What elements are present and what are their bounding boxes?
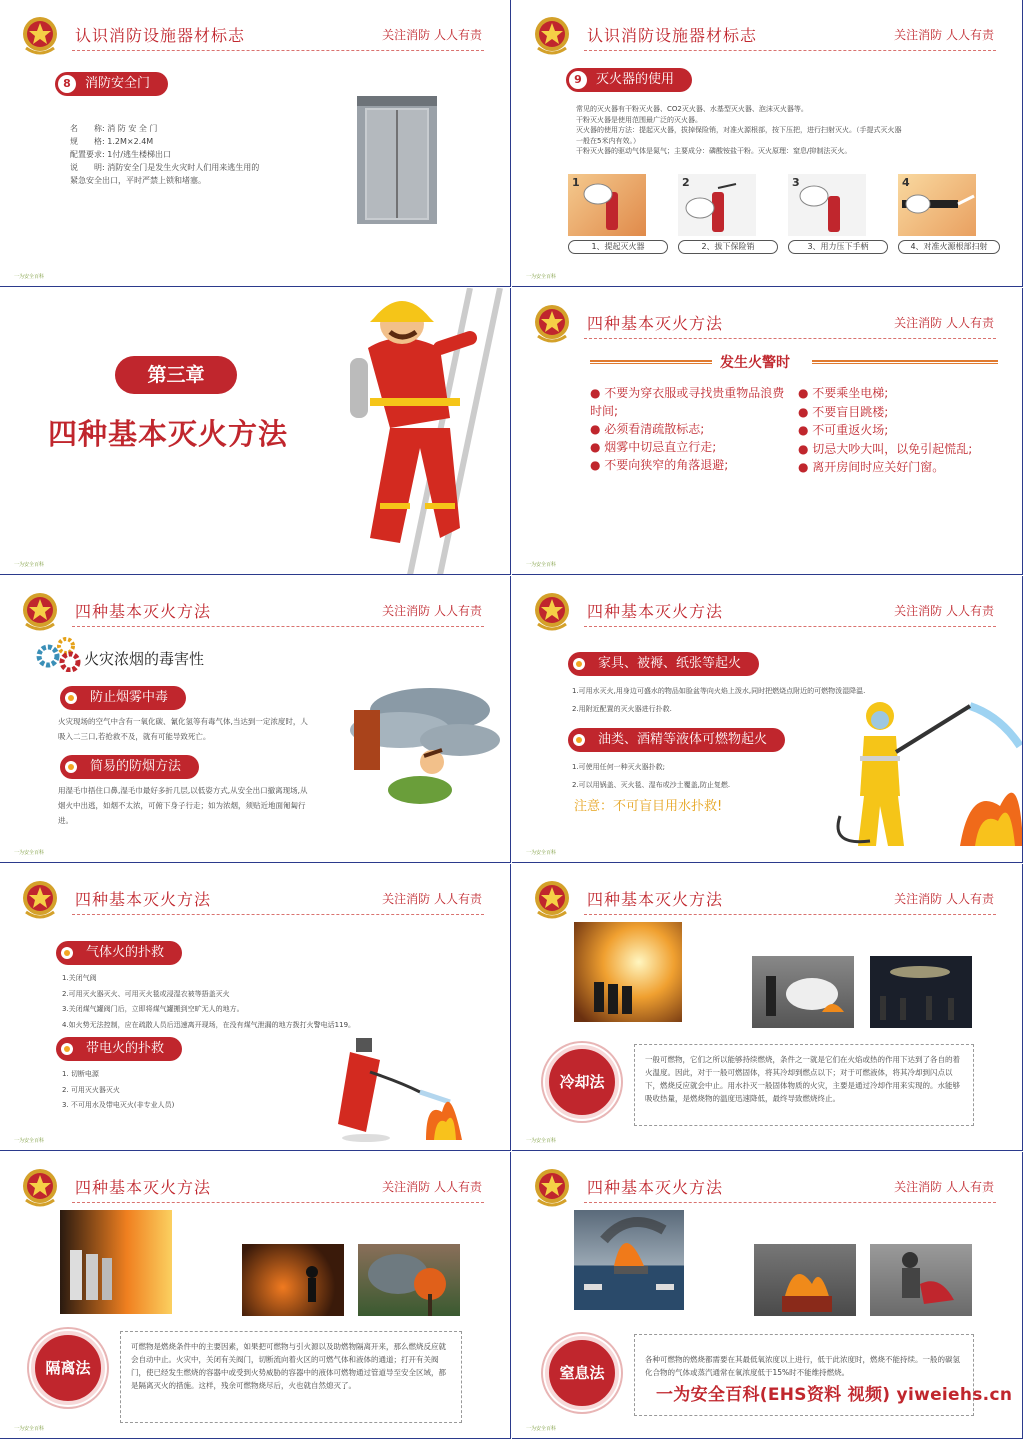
badge-label: 灭火器的使用: [596, 72, 675, 87]
footer-logo: 一为安全百科: [526, 1138, 557, 1144]
tip-item: ● 不可重返火场;: [798, 423, 889, 437]
slide-fire-alarm-tips: [512, 288, 1023, 575]
header-divider: [584, 914, 996, 915]
step-number: 4: [902, 176, 910, 189]
spec-value: 1.2M×2.4M: [107, 137, 154, 146]
burning-tree-photo: [358, 1244, 460, 1316]
step-number: 3: [792, 176, 800, 189]
spec-row: [70, 122, 310, 135]
tip-item: ● 切忌大吵大叫，以免引起慌乱;: [798, 441, 973, 456]
list-gas: [62, 971, 482, 1033]
fire-emblem-icon: [532, 1166, 572, 1210]
fire-emblem-icon: [20, 1166, 60, 1210]
slide-title: 四种基本灭火方法: [75, 602, 212, 621]
spec-key: 规 格:: [70, 137, 105, 146]
spec-list: [70, 122, 310, 187]
pin-pull-icon: [678, 174, 756, 236]
badge-label: 简易的防烟方法: [90, 759, 182, 774]
slogan: 关注消防 人人有责: [894, 892, 994, 906]
tip-item: ● 离开房间时应关好门窗。: [798, 460, 945, 474]
slide-header: [0, 0, 510, 60]
header-divider: [72, 626, 484, 627]
header-divider: [72, 50, 484, 51]
slide-header: [512, 864, 1022, 924]
slide-header: [512, 1152, 1022, 1212]
footer-logo: 一为安全百科: [526, 850, 557, 856]
footer-logo: 一为安全百科: [14, 274, 45, 280]
step-number: 1: [572, 176, 580, 189]
spec-value: 消防安全门是发生火灾时人们用来逃生用的: [107, 163, 260, 172]
text-line: 干粉灭火器的驱动气体是氮气；主要成分：磷酸铵盐干粉。灭火原理：窒息/抑制法灭火。: [576, 147, 852, 155]
list-item: 3.关闭煤气罐阀门后，立即将煤气罐搬到空旷无人的地方。: [62, 1005, 244, 1013]
slide-header: [0, 576, 510, 636]
header-divider: [72, 1202, 484, 1203]
header-divider: [72, 914, 484, 915]
smother-demo-photo: [754, 1244, 856, 1316]
spray-cloud-icon: [752, 956, 854, 1028]
step-image: [568, 174, 646, 236]
tip-text: 切忌大吵大叫，以免引起慌乱;: [812, 441, 973, 456]
night-drill-photo: [870, 956, 972, 1028]
elevator-door-icon: [357, 96, 437, 224]
step-label: 4、对准火源根部扫射: [898, 240, 1000, 254]
list-item: 2.可用灭火器灭火、可用灭火毯或浸湿衣被等捂盖灭火: [62, 989, 230, 998]
text-line: 一般在5米内有效。）: [576, 136, 640, 145]
slide-title: 四种基本灭火方法: [587, 1178, 724, 1197]
badge-dot-icon: [65, 692, 77, 704]
extinguisher-demo-photo: [752, 956, 854, 1028]
footer-logo: 一为安全百科: [526, 1426, 557, 1432]
slogan: 关注消防 人人有责: [894, 316, 994, 330]
footer-logo: 一为安全百科: [14, 562, 45, 568]
tip-item: ● 烟雾中切忌直立行走;: [590, 440, 717, 454]
list-item: 1.可用水灭火,用身边可盛水的物品如脸盆等向火焰上泼水,同时把燃烧点附近的可燃物泼湿降温.: [572, 687, 866, 695]
tip-item: ● 不要向狭窄的角落退避;: [590, 458, 729, 472]
slogan: 关注消防 人人有责: [894, 28, 994, 42]
badge-dot-icon: [65, 761, 77, 773]
burning-tree-icon: [358, 1244, 460, 1316]
oil-rig-fire-photo: [574, 1210, 684, 1310]
tip-text: 必须看清疏散标志;: [604, 422, 705, 436]
warning-note: 注意：不可盲目用水扑救!: [574, 799, 723, 814]
banner-line-right: [812, 360, 998, 364]
header-divider: [584, 50, 996, 51]
section-badge: [56, 1037, 182, 1061]
slide-isolation-method: [0, 1152, 511, 1439]
tip-text: 离开房间时应关好门窗。: [812, 460, 945, 474]
method-circle: 冷却法: [545, 1045, 619, 1119]
person-blanket-icon: [870, 1244, 972, 1316]
fire-emblem-icon: [20, 14, 60, 58]
smoke-figure-icon: [242, 1244, 344, 1316]
tips-left: [590, 384, 790, 474]
banner-line-left: [590, 360, 712, 364]
slide-title: 认识消防设施器材标志: [75, 26, 246, 45]
step-image: [678, 174, 756, 236]
slide-safety-door: [0, 0, 511, 287]
firefighter-hose-icon: [830, 696, 1023, 856]
slogan: 关注消防 人人有责: [382, 604, 482, 618]
extinguisher-fire-icon: [330, 1032, 470, 1144]
slide-furniture-oil-fire: [512, 576, 1023, 863]
slide-chapter-three: [0, 288, 511, 575]
slide-title: 认识消防设施器材标志: [587, 26, 758, 45]
tip-text: 不要向狭窄的角落退避;: [604, 458, 729, 472]
step-label: 3、用力压下手柄: [788, 240, 888, 254]
slide-title: 四种基本灭火方法: [587, 602, 724, 621]
tip-text: 不要乘坐电梯;: [812, 386, 889, 400]
night-crowd-icon: [870, 956, 972, 1028]
spec-key: 名 称:: [70, 124, 105, 133]
badge-dot-icon: [573, 658, 585, 670]
slide-extinguisher-use: [512, 0, 1023, 287]
slide-header: [512, 576, 1022, 636]
step-image: [898, 174, 976, 236]
list-item: 2.可以用锅盖、灭火毯、湿布或沙土覆盖,防止复燃.: [572, 781, 731, 789]
slide-cooling-method: [512, 864, 1023, 1151]
section-badge: [55, 72, 168, 96]
extinguisher-text: [576, 104, 996, 157]
slide-smoke-toxicity: [0, 576, 511, 863]
method-circle: 窒息法: [545, 1336, 619, 1410]
list-item: 2. 可用灭火器灭火: [62, 1085, 120, 1094]
list-item: 3. 不可用水及带电灭火(非专业人员): [62, 1101, 175, 1109]
text-line: 灭火器的使用方法：提起灭火器，拔掉保险销，对准火源根部，按下压把，进行扫射灭火。（手提式灭火器: [576, 126, 902, 134]
list-oil: [572, 758, 872, 794]
badge-label: 消防安全门: [85, 76, 151, 91]
slide-header: [512, 0, 1022, 60]
badge-number: 8: [58, 75, 76, 93]
footer-logo: 一为安全百科: [526, 562, 557, 568]
text-line: 常见的灭火器有干粉灭火器、CO2灭火器、水基型灭火器、泡沫灭火器等。: [576, 105, 808, 113]
tip-item: ● 必须看清疏散标志;: [590, 422, 705, 436]
smoke-escape-icon: [340, 680, 500, 830]
tip-item: ● 不要盲目跳楼;: [798, 404, 889, 419]
fire-emblem-icon: [532, 590, 572, 634]
footer-logo: 一为安全百科: [526, 274, 557, 280]
slide-title: 四种基本灭火方法: [587, 314, 724, 333]
tip-text: 不要盲目跳楼;: [812, 404, 889, 419]
badge-label: 防止烟雾中毒: [90, 690, 169, 705]
fire-emblem-icon: [20, 878, 60, 922]
forest-fire-photo: [242, 1244, 344, 1316]
spec-row-extra: 紧急安全出口，平时严禁上锁和堵塞。: [70, 176, 206, 185]
section-badge: [60, 755, 199, 779]
slide-title: 四种基本灭火方法: [75, 1178, 212, 1197]
gears-icon: [36, 636, 84, 672]
tip-item: ● 不要为穿衣服或寻找贵重物品浪费时间;: [590, 386, 785, 418]
badge-label: 带电火的扑救: [86, 1041, 165, 1056]
flame-bin-icon: [754, 1244, 856, 1316]
tip-item: ● 不要乘坐电梯;: [798, 386, 889, 400]
spec-value: 消 防 安 全 门: [107, 124, 158, 133]
body-text: 用湿毛巾捂住口鼻,湿毛巾最好多折几层,以低姿方式,从安全出口撤离现场,从烟火中出逃，如烟不太浓，可俯下身子行走；如为浓烟，须贴近地面匍匐行进。: [58, 786, 308, 825]
slogan: 关注消防 人人有责: [382, 28, 482, 42]
method-description: 可燃物是燃烧条件中的主要因素，如果把可燃物与引火源以及助燃物隔离开来，那么燃烧反应就会自动中止。火灾中，关闭有关阀门，切断流向着火区的可燃气体和液体的通道；打开有关阀门，使已经发生燃烧的容器中或受到火势威胁的容器中的液体可燃物通过管道导至安全区域，都是隔离灭火的措施。这样，残余可燃物烧尽后，火也就自然熄灭了。: [120, 1331, 462, 1423]
tips-right: [798, 384, 1008, 477]
tip-text: 不可重返火场;: [812, 423, 889, 437]
slide-header: [0, 864, 510, 924]
badge-dot-icon: [573, 734, 585, 746]
list-item: 2.用附近配置的灭火器进行扑救.: [572, 705, 672, 713]
spec-row: [70, 161, 310, 174]
method-description: 各种可燃物的燃烧都需要在其最低氧浓度以上进行，低于此浓度时，燃烧不能持续。一般的碳氢化合物的气体或蒸汽通常在氧浓度低于15%时不能维持燃烧。: [634, 1334, 974, 1416]
spec-key: 配置要求:: [70, 150, 105, 159]
slide-gas-electric-fire: [0, 864, 511, 1151]
footer-logo: 一为安全百科: [14, 1426, 45, 1432]
slogan: 关注消防 人人有责: [382, 892, 482, 906]
tip-text: 不要为穿衣服或寻找贵重物品浪费时间;: [590, 386, 785, 418]
blanket-demo-photo: [870, 1244, 972, 1316]
method-description: 一般可燃物，它们之所以能够持续燃烧，条件之一就是它们在火焰或热的作用下达到了各自的着火温度。因此，对于一般可燃固体，将其冷却到燃点以下；对于可燃液体，将其冷却到闪点以下，燃烧反应就会中止。用水扑灭一般固体物质的火灾，主要是通过冷却作用来实现的。水能够吸收热量，是燃烧物的温度迅速降低，最终导致燃烧终止。: [634, 1044, 974, 1126]
list-item: 1. 切断电源: [62, 1070, 99, 1078]
body-text: 火灾现场的空气中含有一氧化碳、氰化氢等有毒气体,当达到一定浓度时，人吸入二三口,若抢救不及，就有可能导致死亡。: [58, 717, 308, 741]
firefighter-group-icon: [60, 1210, 172, 1314]
badge-number: 9: [569, 71, 587, 89]
fire-emblem-icon: [20, 590, 60, 634]
footer-logo: 一为安全百科: [14, 1138, 45, 1144]
list-electric: [62, 1067, 262, 1114]
list-item: 1.可使用任何一种灭火器扑救;: [572, 763, 666, 771]
press-handle-icon: [788, 174, 866, 236]
spec-value: 1付/逃生楼梯出口: [107, 150, 172, 159]
badge-label: 油类、酒精等液体可燃物起火: [598, 732, 768, 747]
badge-dot-icon: [61, 947, 73, 959]
step-label: 1、提起灭火器: [568, 240, 668, 254]
header-divider: [584, 1202, 996, 1203]
fire-emblem-icon: [532, 878, 572, 922]
step-number: 2: [682, 176, 690, 189]
slide-title: 四种基本灭火方法: [587, 890, 724, 909]
list-item: 1.关闭气阀: [62, 974, 97, 982]
text-line: 干粉灭火器是使用范围最广泛的灭火器。: [576, 115, 702, 124]
section-badge: [568, 652, 759, 676]
tip-text: 烟雾中切忌直立行走;: [604, 440, 717, 454]
site-watermark: 一为安全百科(EHS资料 视频) yiweiehs.cn: [656, 1385, 1013, 1405]
fire-emblem-icon: [532, 14, 572, 58]
step-list: [568, 174, 988, 258]
firefighting-photo: [574, 922, 682, 1022]
slide-title: 四种基本灭火方法: [75, 890, 212, 909]
chapter-title: 四种基本灭火方法: [48, 417, 289, 451]
hand-lift-icon: [568, 174, 646, 236]
spec-row: [70, 135, 310, 148]
section-badge: [568, 728, 785, 752]
header-divider: [584, 338, 996, 339]
slogan: 关注消防 人人有责: [382, 1180, 482, 1194]
section-heading: 火灾浓烟的毒害性: [84, 650, 205, 668]
alarm-banner: 发生火警时: [720, 355, 790, 371]
section-badge: [566, 68, 692, 92]
oil-rig-icon: [574, 1210, 684, 1310]
method-circle: 隔离法: [31, 1331, 105, 1405]
chapter-badge: 第三章: [115, 356, 237, 394]
list-item: 4.如火势无法控制，应在疏散人员后迅速离开现场，在没有煤气泄漏的地方拨打火警电话119。: [62, 1020, 356, 1029]
spec-row: [70, 148, 310, 161]
slogan: 关注消防 人人有责: [894, 1180, 994, 1194]
step-label: 2、拔下保险销: [678, 240, 778, 254]
step-image: [788, 174, 866, 236]
slide-header: [0, 1152, 510, 1212]
firefighters-flames-photo: [60, 1210, 172, 1314]
firefighters-silhouette-icon: [574, 922, 682, 1022]
footer-logo: 一为安全百科: [14, 850, 45, 856]
header-divider: [584, 626, 996, 627]
slogan: 关注消防 人人有责: [894, 604, 994, 618]
fire-emblem-icon: [532, 302, 572, 346]
spec-key: 说 明:: [70, 163, 105, 172]
badge-dot-icon: [61, 1043, 73, 1055]
badge-label: 气体火的扑救: [86, 945, 165, 960]
section-badge: [60, 686, 186, 710]
slide-header: [512, 288, 1022, 348]
badge-label: 家具、被褥、纸张等起火: [598, 656, 742, 671]
firefighter-climbing-icon: [330, 288, 510, 575]
section-badge: [56, 941, 182, 965]
